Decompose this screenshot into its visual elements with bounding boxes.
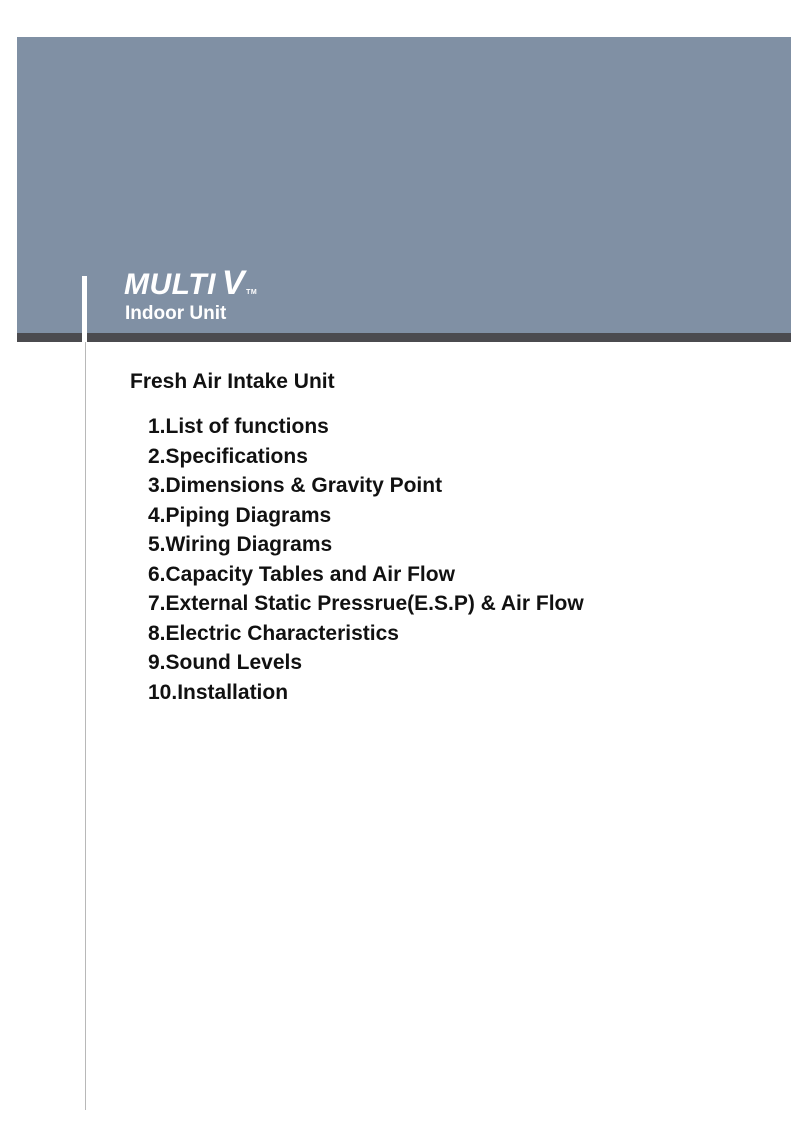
toc-item[interactable]	[148, 648, 584, 678]
toc-item[interactable]	[148, 678, 584, 708]
vertical-accent-rule	[82, 276, 87, 344]
toc-item[interactable]	[148, 589, 584, 619]
toc-item-number: 9.	[148, 651, 166, 674]
toc-item-label: Dimensions & Gravity Point	[165, 474, 443, 497]
toc-item[interactable]	[148, 442, 584, 472]
toc-item[interactable]	[148, 560, 584, 590]
toc-item-label: Wiring Diagrams	[165, 533, 333, 556]
toc-item-label: Electric Characteristics	[165, 621, 399, 645]
logo-v-mark: V	[221, 264, 246, 302]
toc-item[interactable]	[148, 412, 584, 442]
toc-item-number: 8.	[148, 621, 166, 645]
toc-item-label: External Static Pressrue(E.S.P) & Air Flow	[165, 592, 584, 615]
toc-item-number: 7.	[148, 592, 166, 615]
table-of-contents	[148, 412, 584, 707]
toc-item-label: Piping Diagrams	[165, 503, 332, 527]
toc-item-number: 10.	[148, 680, 178, 704]
page-title: Fresh Air Intake Unit	[130, 370, 335, 393]
header-divider-bar	[17, 333, 791, 342]
toc-item[interactable]	[148, 530, 584, 560]
toc-item-number: 2.	[148, 444, 166, 468]
toc-item-number: 6.	[148, 562, 166, 586]
toc-item-label: List of functions	[165, 415, 329, 438]
toc-item-number: 3.	[148, 474, 166, 497]
toc-item-label: Sound Levels	[165, 651, 303, 674]
toc-item-number: 1.	[148, 415, 166, 438]
toc-item-number: 4.	[148, 503, 166, 527]
toc-item-label: Capacity Tables and Air Flow	[165, 562, 455, 586]
toc-item-label: Specifications	[165, 444, 308, 468]
toc-item[interactable]	[148, 501, 584, 531]
logo-wordmark: MULTI	[124, 268, 216, 301]
toc-item-number: 5.	[148, 533, 166, 556]
logo-trademark: TM	[246, 289, 258, 296]
toc-item-label: Installation	[177, 680, 289, 704]
vertical-margin-rule	[85, 342, 86, 1110]
toc-item[interactable]	[148, 471, 584, 501]
multi-v-logo	[124, 266, 257, 300]
toc-item[interactable]	[148, 619, 584, 649]
header-subtitle: Indoor Unit	[125, 303, 227, 324]
